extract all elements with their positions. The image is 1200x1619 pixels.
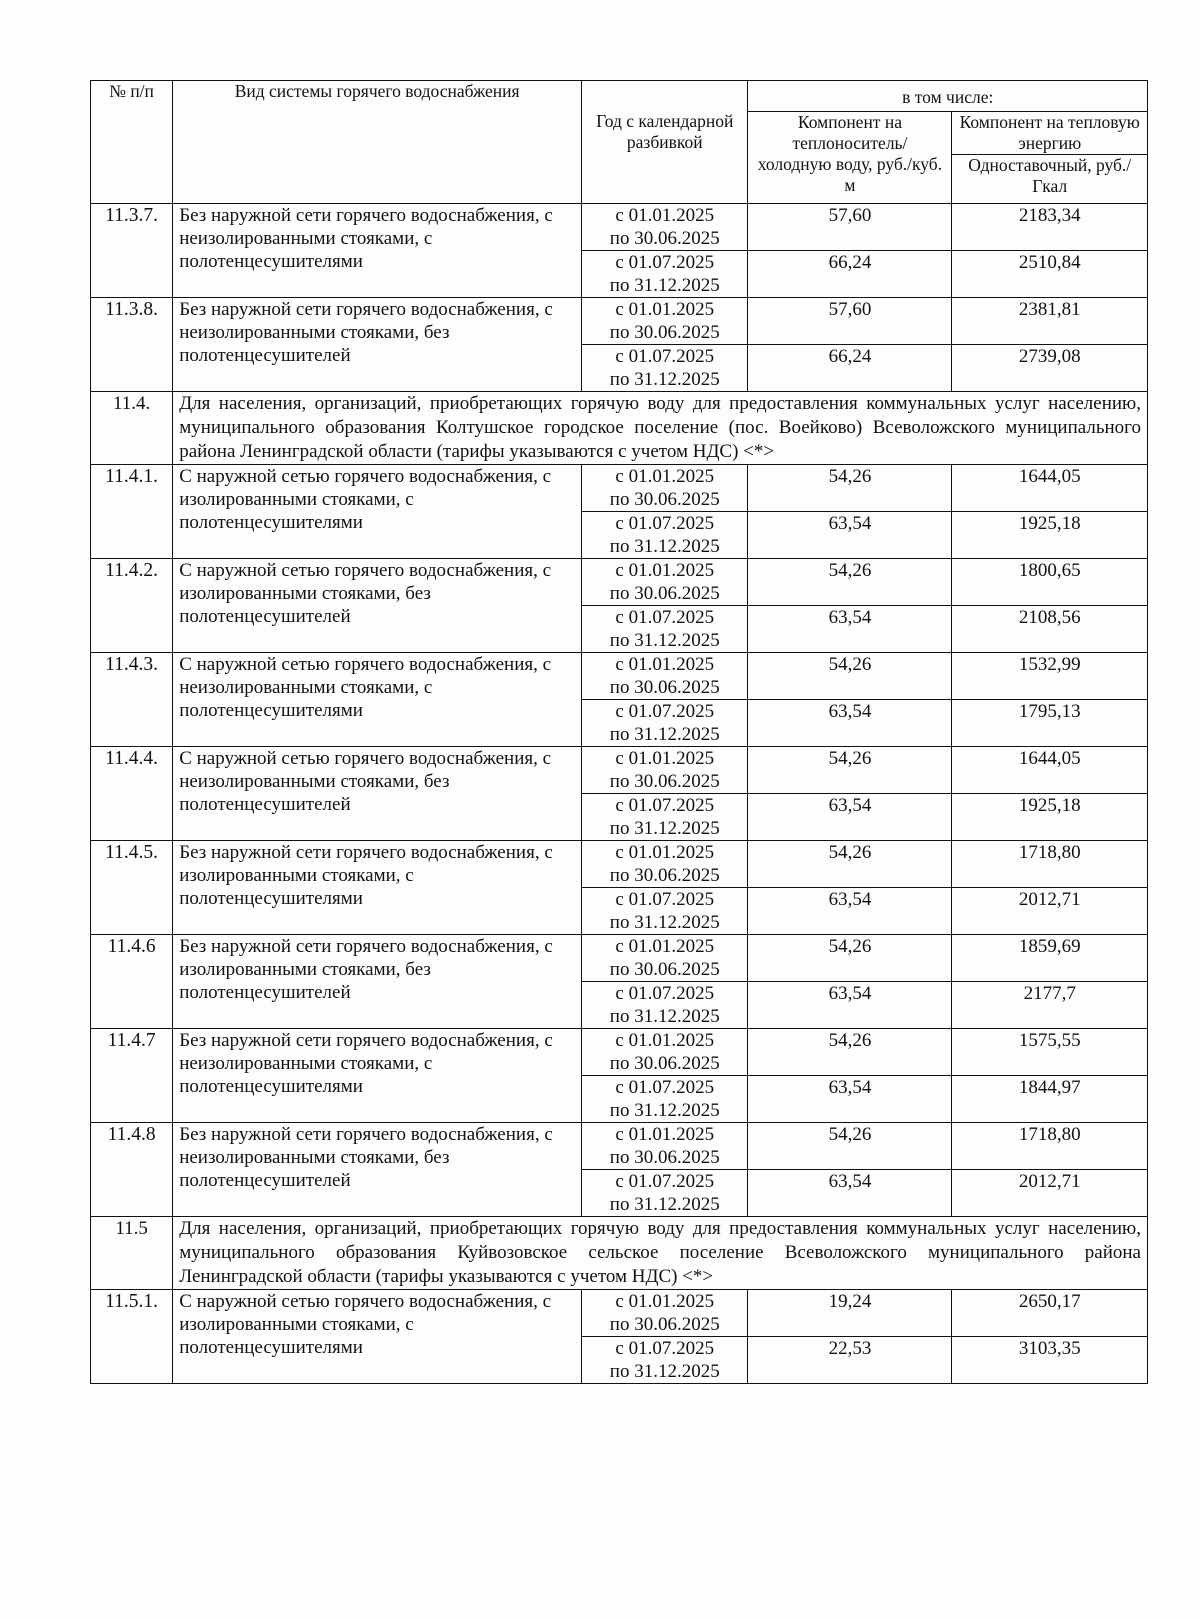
period-end: по 31.12.2025: [609, 724, 720, 745]
period-start: с 01.07.2025: [615, 607, 715, 628]
table-row: [91, 204, 1148, 251]
energy-component-value: 2177,7: [952, 982, 1148, 1029]
energy-component-value: 1644,05: [952, 465, 1148, 512]
energy-component-value: 2108,56: [952, 606, 1148, 653]
item-description: С наружной сетью горячего водоснабжения, с изолированными стояками, с полотенцесушителями: [173, 465, 582, 559]
group-title: Для населения, организаций, приобретающих горячую воду для предоставления коммунальных услуг населению, муниципального образования Колтушское городское поселение (пос. Воейково) Всеволожского муниципального района Ленинградской области (тарифы указываются с учетом НДС) <*>: [173, 392, 1148, 465]
item-description: С наружной сетью горячего водоснабжения, с изолированными стояками, без полотенцесушителей: [173, 559, 582, 653]
water-component-value: 54,26: [748, 841, 952, 888]
period-start: с 01.01.2025: [615, 654, 715, 675]
period-cell: [582, 512, 748, 559]
water-component-value: 63,54: [748, 888, 952, 935]
period-start: с 01.07.2025: [615, 701, 715, 722]
period-start: с 01.07.2025: [615, 983, 715, 1004]
table-row: [91, 935, 1148, 982]
period-start: с 01.01.2025: [615, 560, 715, 581]
energy-component-value: 2650,17: [952, 1290, 1148, 1337]
water-component-value: 63,54: [748, 1076, 952, 1123]
table-row: [91, 298, 1148, 345]
water-component-value: 63,54: [748, 606, 952, 653]
item-number: 11.4.2.: [91, 559, 173, 653]
period-end: по 30.06.2025: [609, 322, 720, 343]
period-start: с 01.01.2025: [615, 205, 715, 226]
period-start: с 01.07.2025: [615, 795, 715, 816]
period-start: с 01.07.2025: [615, 513, 715, 534]
item-description: Без наружной сети горячего водоснабжения, с изолированными стояками, с полотенцесушителями: [173, 841, 582, 935]
header-comp-energy: Компонент на тепловую энергию: [952, 112, 1148, 155]
item-description: Без наружной сети горячего водоснабжения, с неизолированными стояками, с полотенцесушителями: [173, 1029, 582, 1123]
period-start: с 01.01.2025: [615, 748, 715, 769]
period-cell: [582, 653, 748, 700]
period-start: с 01.07.2025: [615, 346, 715, 367]
item-number: 11.5.1.: [91, 1290, 173, 1384]
period-cell: [582, 559, 748, 606]
period-cell: [582, 465, 748, 512]
water-component-value: 63,54: [748, 512, 952, 559]
water-component-value: 63,54: [748, 794, 952, 841]
water-component-value: 66,24: [748, 345, 952, 392]
period-end: по 30.06.2025: [609, 677, 720, 698]
item-number: 11.4.8: [91, 1123, 173, 1217]
period-cell: [582, 935, 748, 982]
header-year: Год с календарной разбивкой: [582, 81, 748, 204]
energy-component-value: 1800,65: [952, 559, 1148, 606]
energy-component-value: 2183,34: [952, 204, 1148, 251]
table-row: [91, 465, 1148, 512]
energy-component-value: 1925,18: [952, 794, 1148, 841]
energy-component-value: 1644,05: [952, 747, 1148, 794]
water-component-value: 54,26: [748, 1123, 952, 1170]
item-description: Без наружной сети горячего водоснабжения, с изолированными стояками, без полотенцесушителей: [173, 935, 582, 1029]
period-end: по 31.12.2025: [609, 818, 720, 839]
period-cell: [582, 606, 748, 653]
period-cell: [582, 298, 748, 345]
water-component-value: 54,26: [748, 653, 952, 700]
group-row: [91, 1217, 1148, 1290]
energy-component-value: 2012,71: [952, 1170, 1148, 1217]
item-number: 11.3.8.: [91, 298, 173, 392]
period-end: по 31.12.2025: [609, 912, 720, 933]
period-cell: [582, 1029, 748, 1076]
period-end: по 31.12.2025: [609, 1361, 720, 1382]
period-end: по 31.12.2025: [609, 369, 720, 390]
energy-component-value: 2739,08: [952, 345, 1148, 392]
table-row: [91, 1029, 1148, 1076]
header-comp-water: Компонент на теплоноситель/ холодную воду, руб./куб. м: [748, 112, 952, 204]
item-description: Без наружной сети горячего водоснабжения, с неизолированными стояками, без полотенцесушителей: [173, 1123, 582, 1217]
period-start: с 01.01.2025: [615, 842, 715, 863]
header-including-label: в том числе:: [902, 87, 994, 107]
item-description: С наружной сетью горячего водоснабжения, с изолированными стояками, с полотенцесушителями: [173, 1290, 582, 1384]
water-component-value: 54,26: [748, 465, 952, 512]
period-end: по 30.06.2025: [609, 489, 720, 510]
period-cell: [582, 794, 748, 841]
period-start: с 01.07.2025: [615, 1338, 715, 1359]
group-title: Для населения, организаций, приобретающих горячую воду для предоставления коммунальных услуг населению, муниципального образования Куйвозовское сельское поселение Всеволожского муниципального района Ленинградской области (тарифы указываются с учетом НДС) <*>: [173, 1217, 1148, 1290]
water-component-value: 54,26: [748, 559, 952, 606]
energy-component-value: 1795,13: [952, 700, 1148, 747]
period-start: с 01.01.2025: [615, 1030, 715, 1051]
period-start: с 01.01.2025: [615, 466, 715, 487]
water-component-value: 19,24: [748, 1290, 952, 1337]
energy-component-value: 2510,84: [952, 251, 1148, 298]
period-start: с 01.07.2025: [615, 252, 715, 273]
water-component-value: 54,26: [748, 1029, 952, 1076]
period-cell: [582, 1076, 748, 1123]
header-kind: Вид системы горячего водоснабжения: [173, 81, 582, 204]
energy-component-value: 1575,55: [952, 1029, 1148, 1076]
item-description: Без наружной сети горячего водоснабжения, с неизолированными стояками, с полотенцесушителями: [173, 204, 582, 298]
period-cell: [582, 982, 748, 1029]
energy-component-value: 1859,69: [952, 935, 1148, 982]
period-cell: [582, 700, 748, 747]
header-including: [748, 81, 1148, 112]
period-start: с 01.07.2025: [615, 1171, 715, 1192]
period-cell: [582, 251, 748, 298]
energy-component-value: 1532,99: [952, 653, 1148, 700]
water-component-value: 66,24: [748, 251, 952, 298]
period-start: с 01.07.2025: [615, 889, 715, 910]
period-end: по 30.06.2025: [609, 959, 720, 980]
energy-component-value: 1844,97: [952, 1076, 1148, 1123]
water-component-value: 54,26: [748, 747, 952, 794]
period-end: по 31.12.2025: [609, 1194, 720, 1215]
item-number: 11.4.5.: [91, 841, 173, 935]
table-header: [91, 81, 1148, 204]
period-cell: [582, 1337, 748, 1384]
table-body: [91, 204, 1148, 1384]
water-component-value: 57,60: [748, 204, 952, 251]
period-start: с 01.07.2025: [615, 1077, 715, 1098]
item-number: 11.3.7.: [91, 204, 173, 298]
period-cell: [582, 1290, 748, 1337]
period-cell: [582, 841, 748, 888]
period-end: по 31.12.2025: [609, 1006, 720, 1027]
header-comp-energy-rate: Одноставочный, руб./Гкал: [952, 155, 1148, 204]
period-cell: [582, 888, 748, 935]
item-description: Без наружной сети горячего водоснабжения, с неизолированными стояками, без полотенцесушителей: [173, 298, 582, 392]
energy-component-value: 1925,18: [952, 512, 1148, 559]
group-row: [91, 392, 1148, 465]
item-number: 11.4.3.: [91, 653, 173, 747]
group-number: 11.5: [91, 1217, 173, 1290]
period-cell: [582, 1170, 748, 1217]
item-description: С наружной сетью горячего водоснабжения, с неизолированными стояками, без полотенцесушителей: [173, 747, 582, 841]
period-start: с 01.01.2025: [615, 936, 715, 957]
period-end: по 30.06.2025: [609, 865, 720, 886]
period-start: с 01.01.2025: [615, 1291, 715, 1312]
item-number: 11.4.7: [91, 1029, 173, 1123]
header-num: № п/п: [91, 81, 173, 204]
table-row: [91, 747, 1148, 794]
energy-component-value: 1718,80: [952, 841, 1148, 888]
period-end: по 31.12.2025: [609, 275, 720, 296]
period-end: по 30.06.2025: [609, 1147, 720, 1168]
period-start: с 01.01.2025: [615, 1124, 715, 1145]
table-row: [91, 1290, 1148, 1337]
table-row: [91, 841, 1148, 888]
table-row: [91, 1123, 1148, 1170]
period-end: по 30.06.2025: [609, 228, 720, 249]
period-end: по 30.06.2025: [609, 583, 720, 604]
period-start: с 01.01.2025: [615, 299, 715, 320]
tariff-table: [90, 80, 1148, 1384]
water-component-value: 57,60: [748, 298, 952, 345]
item-number: 11.4.6: [91, 935, 173, 1029]
period-end: по 31.12.2025: [609, 1100, 720, 1121]
period-cell: [582, 747, 748, 794]
water-component-value: 63,54: [748, 1170, 952, 1217]
period-end: по 31.12.2025: [609, 536, 720, 557]
period-end: по 30.06.2025: [609, 1053, 720, 1074]
period-end: по 30.06.2025: [609, 1314, 720, 1335]
period-end: по 30.06.2025: [609, 771, 720, 792]
item-number: 11.4.1.: [91, 465, 173, 559]
period-end: по 31.12.2025: [609, 630, 720, 651]
item-number: 11.4.4.: [91, 747, 173, 841]
table-row: [91, 559, 1148, 606]
energy-component-value: 3103,35: [952, 1337, 1148, 1384]
water-component-value: 54,26: [748, 935, 952, 982]
water-component-value: 22,53: [748, 1337, 952, 1384]
period-cell: [582, 1123, 748, 1170]
period-cell: [582, 204, 748, 251]
water-component-value: 63,54: [748, 982, 952, 1029]
period-cell: [582, 345, 748, 392]
group-number: 11.4.: [91, 392, 173, 465]
energy-component-value: 2012,71: [952, 888, 1148, 935]
table-row: [91, 653, 1148, 700]
water-component-value: 63,54: [748, 700, 952, 747]
energy-component-value: 1718,80: [952, 1123, 1148, 1170]
energy-component-value: 2381,81: [952, 298, 1148, 345]
item-description: С наружной сетью горячего водоснабжения, с неизолированными стояками, с полотенцесушителями: [173, 653, 582, 747]
